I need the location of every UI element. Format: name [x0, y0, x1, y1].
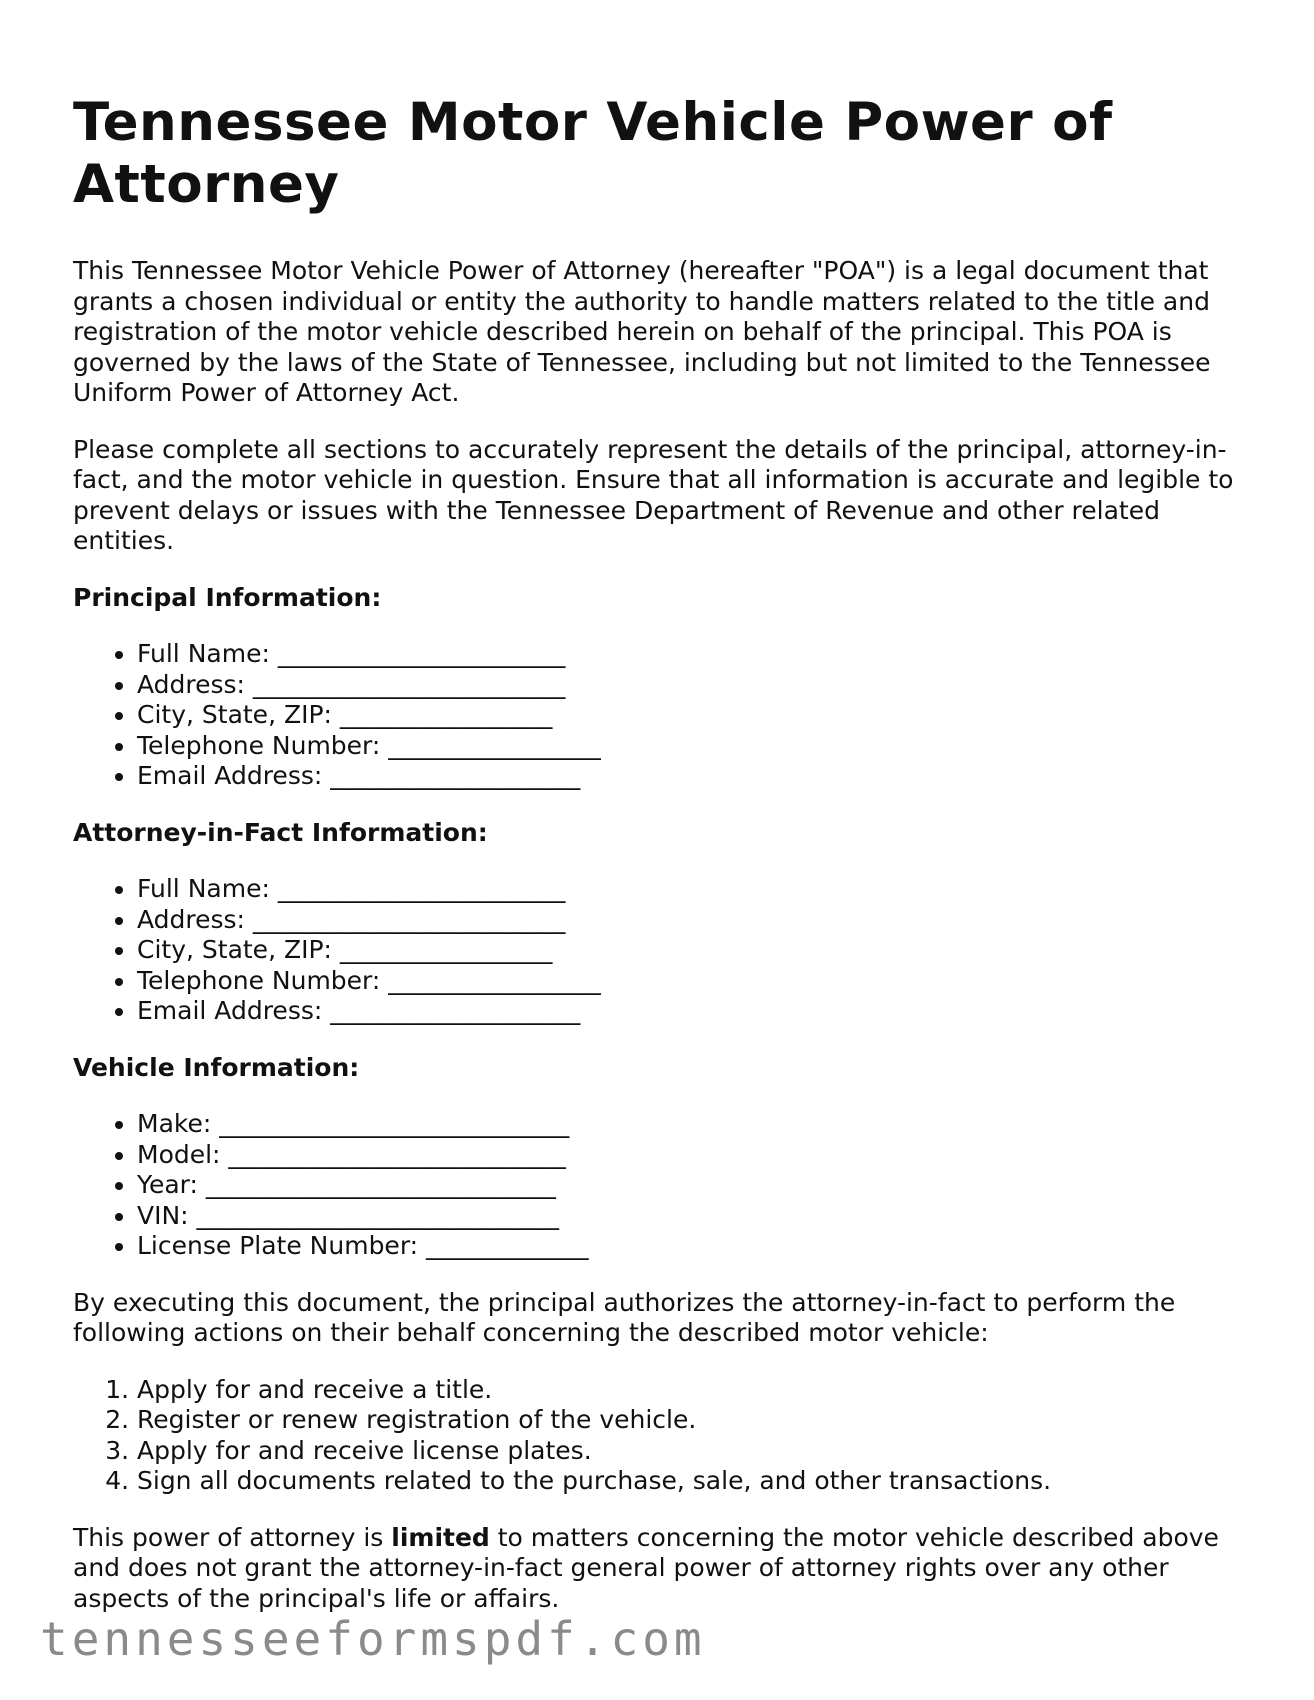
principal-fields: [73, 639, 1253, 792]
document-page: [73, 92, 1253, 1640]
vehicle-make-field: • Make: ____________________________: [137, 1109, 1253, 1140]
principal-heading: Principal Information:: [73, 582, 382, 612]
principal-telephone-field: • Telephone Number: _________________: [137, 731, 1253, 762]
authorized-actions-list: [73, 1375, 1253, 1497]
action-item: 1. Apply for and receive a title.: [137, 1375, 1253, 1406]
limitation-text-start: This power of attorney is: [73, 1522, 392, 1552]
principal-address-field: • Address: _________________________: [137, 670, 1253, 701]
vehicle-fields: [73, 1109, 1253, 1262]
attorney-address-field: • Address: _________________________: [137, 905, 1253, 936]
principal-full-name-field: • Full Name: _______________________: [137, 639, 1253, 670]
authorization-paragraph: By executing this document, the principal authorizes the attorney-in-fact to perform the following actions on their behalf concerning the described motor vehicle:: [73, 1287, 1176, 1347]
document-title: Tennessee Motor Vehicle Power of Attorney: [73, 92, 1113, 215]
vehicle-vin-field: • VIN: _____________________________: [137, 1201, 1253, 1232]
principal-city-state-zip-field: • City, State, ZIP: _________________: [137, 700, 1253, 731]
attorney-heading: Attorney-in-Fact Information:: [73, 817, 488, 847]
action-item: 4. Sign all documents related to the purchase, sale, and other transactions.: [137, 1466, 1253, 1497]
attorney-email-field: • Email Address: ____________________: [137, 996, 1253, 1027]
instructions-paragraph: Please complete all sections to accurately represent the details of the principal, attorney-in-fact, and the motor vehicle in question. Ensure that all information is accurate and legible to prevent delays or issues with the Tennessee Department of Revenue and other related entities.: [73, 434, 1234, 555]
attorney-fields: [73, 874, 1253, 1027]
site-watermark: tennesseeformspdf.com: [40, 1612, 706, 1666]
vehicle-license-plate-field: • License Plate Number: _____________: [137, 1231, 1253, 1262]
action-item: 2. Register or renew registration of the vehicle.: [137, 1405, 1253, 1436]
principal-email-field: • Email Address: ____________________: [137, 761, 1253, 792]
limitation-emphasis: limited: [391, 1522, 490, 1552]
attorney-telephone-field: • Telephone Number: _________________: [137, 966, 1253, 997]
attorney-city-state-zip-field: • City, State, ZIP: _________________: [137, 935, 1253, 966]
action-item: 3. Apply for and receive license plates.: [137, 1436, 1253, 1467]
intro-paragraph: This Tennessee Motor Vehicle Power of Attorney (hereafter "POA") is a legal document that grants a chosen individual or entity the authority to handle matters related to the title and registration of the motor vehicle described herein on behalf of the principal. This POA is governed by the laws of the State of Tennessee, including but not limited to the Tennessee Uniform Power of Attorney Act.: [73, 256, 1211, 407]
limitation-text-end: to matters concerning the motor vehicle described above and does not grant the attorney-in-fact general power of attorney rights over any other aspects of the principal's life or affairs.: [73, 1522, 1219, 1613]
vehicle-heading: Vehicle Information:: [73, 1052, 360, 1082]
vehicle-year-field: • Year: ____________________________: [137, 1170, 1253, 1201]
attorney-full-name-field: • Full Name: _______________________: [137, 874, 1253, 905]
limitation-paragraph: [73, 1523, 1253, 1615]
vehicle-model-field: • Model: ___________________________: [137, 1140, 1253, 1171]
